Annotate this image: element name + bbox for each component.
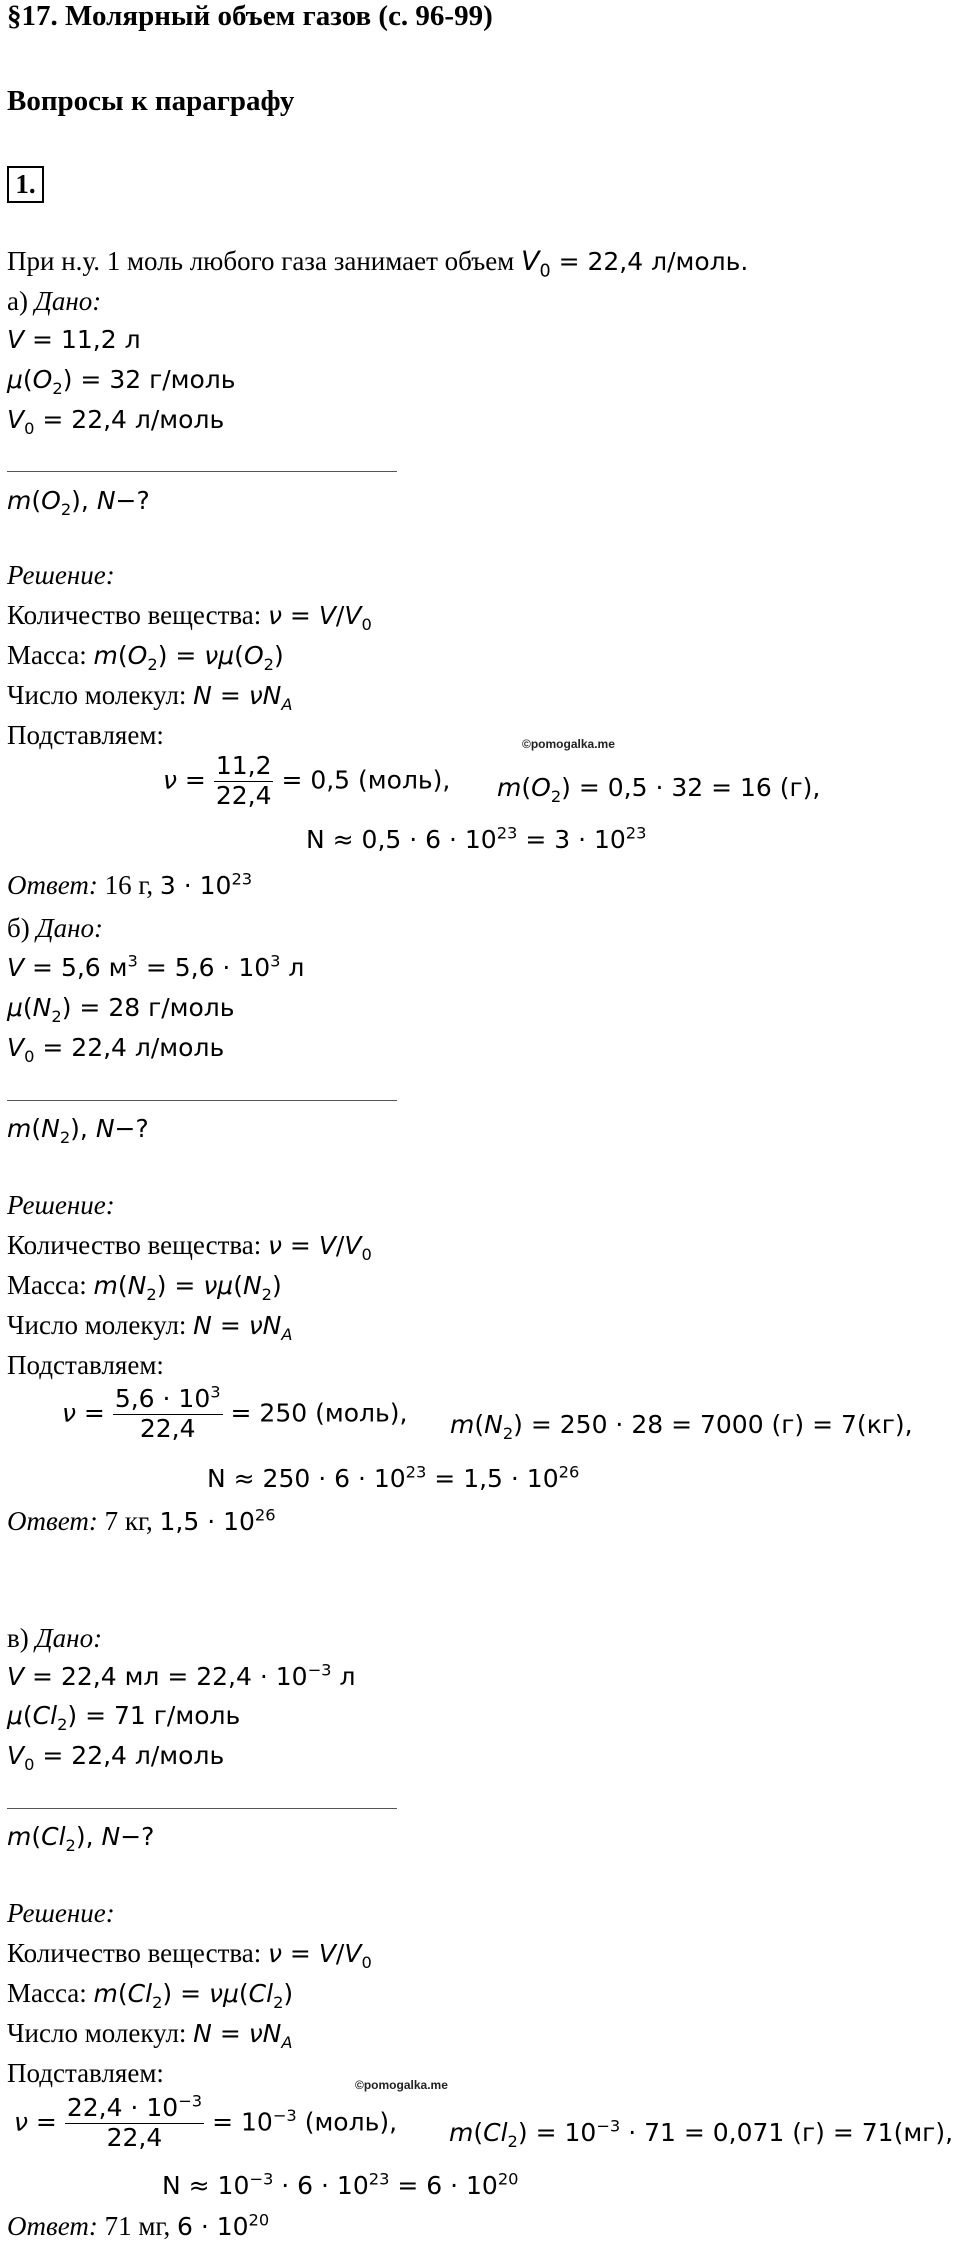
part-a-molar-volume: $V_0 = 22,4$ л/моль [7, 405, 225, 438]
part-a-answer: Ответ: 16 г, $3 \cdot 10^{23}$ [7, 869, 253, 900]
part-c-mass-calc: $m(Cl_2) = 10^{-3} \cdot 71 = 0,071$ (г) = 71(мг), [449, 2116, 954, 2151]
part-a-divider [7, 471, 397, 472]
question-number: 1. [7, 166, 44, 203]
part-a-volume: V = 11,2 л [7, 325, 141, 354]
part-b-given-label: б) Дано: [7, 913, 104, 943]
watermark: ©pomogalka.me [522, 737, 615, 751]
part-c-n-calc: $N \approx 10^{-3} \cdot 6 \cdot 10^{23} = 6 \cdot 10^{20}$ [162, 2169, 519, 2200]
part-c-given-label: в) Дано: [7, 1623, 103, 1653]
part-a-find: $m(O_2)$, N−? [7, 486, 150, 519]
part-c-substitute-label: Подставляем: [7, 2058, 164, 2088]
part-b-nu-calc: ν = $\frac{5,6 \cdot 10^3}{22,4}$ = 250 (моль), [62, 1382, 408, 1443]
part-b-n-calc: $N \approx 250 \cdot 6 \cdot 10^{23} = 1,5 \cdot 10^{26}$ [207, 1462, 580, 1493]
part-c-answer: Ответ: 71 мг, $6 \cdot 10^{20}$ [7, 2210, 270, 2241]
part-b-molecules: Число молекул: $N = \nu N_A$ [7, 1310, 293, 1344]
part-a-molar-mass: $\mu(O_2) = 32$ г/моль [7, 365, 236, 398]
part-a-molecules: Число молекул: $N = \nu N_A$ [7, 680, 293, 714]
page-title: §17. Молярный объем газов (с. 96-99) [7, 0, 493, 32]
part-a-mass-calc: $m(O_2) = 0,5 \cdot 32 = 16$ (г), [497, 773, 821, 806]
part-c-mass: Масса: $m(Cl_2) = \nu\mu(Cl_2)$ [7, 1978, 294, 2012]
part-c-molecules: Число молекул: $N = \nu N_A$ [7, 2018, 293, 2052]
part-a-given-label: а) Дано: [7, 286, 102, 316]
part-c-amount: Количество вещества: $\nu = V/V_0$ [7, 1938, 372, 1972]
part-b-answer: Ответ: 7 кг, $1,5 \cdot 10^{26}$ [7, 1505, 276, 1536]
part-a-nu-calc: ν = $\frac{11,2}{22,4}$ = 0,5 (моль), [163, 751, 451, 810]
part-b-find: $m(N_2)$, N−? [7, 1114, 149, 1147]
part-b-molar-mass: $\mu(N_2) = 28$ г/моль [7, 993, 235, 1026]
part-b-molar-volume: $V_0 = 22,4$ л/моль [7, 1033, 225, 1066]
part-b-substitute-label: Подставляем: [7, 1350, 164, 1380]
part-c-nu-calc: ν = $\frac{22,4 \cdot 10^{-3}}{22,4}$ = $10^{-3}$ (моль), [14, 2091, 398, 2152]
part-c-volume: V = 22,4 мл = $22,4 \cdot 10^{-3}$ л [7, 1660, 356, 1691]
intro-text: При н.у. 1 моль любого газа занимает объем $V_0 = 22,4$ л/моль. [7, 246, 749, 282]
watermark-2: ©pomogalka.me [355, 2078, 448, 2092]
part-a-mass: Масса: $m(O_2) = \nu\mu(O_2)$ [7, 640, 284, 674]
part-c-find: $m(Cl_2)$, N−? [7, 1822, 155, 1855]
part-c-divider [7, 1808, 397, 1809]
part-a-substitute-label: Подставляем: [7, 720, 164, 750]
part-b-solution-label: Решение: [7, 1190, 115, 1220]
part-b-amount: Количество вещества: $\nu = V/V_0$ [7, 1230, 372, 1264]
part-b-mass-calc: $m(N_2) = 250 \cdot 28 = 7000$ (г) = 7(кг), [450, 1410, 913, 1443]
part-a-n-calc: $N \approx 0,5 \cdot 6 \cdot 10^{23} = 3 \cdot 10^{23}$ [306, 823, 647, 854]
part-b-volume: V = 5,6 $м^3 = 5,6 \cdot 10^3$ л [7, 951, 305, 982]
section-subtitle: Вопросы к параграфу [7, 85, 295, 117]
part-c-molar-mass: $\mu(Cl_2) = 71$ г/моль [7, 1701, 241, 1734]
part-c-solution-label: Решение: [7, 1898, 115, 1928]
part-b-divider [7, 1100, 397, 1101]
part-b-mass: Масса: $m(N_2) = \nu\mu(N_2)$ [7, 1270, 282, 1304]
part-c-molar-volume: $V_0 = 22,4$ л/моль [7, 1741, 225, 1774]
part-a-solution-label: Решение: [7, 560, 115, 590]
part-a-amount: Количество вещества: $\nu = V/V_0$ [7, 600, 372, 634]
